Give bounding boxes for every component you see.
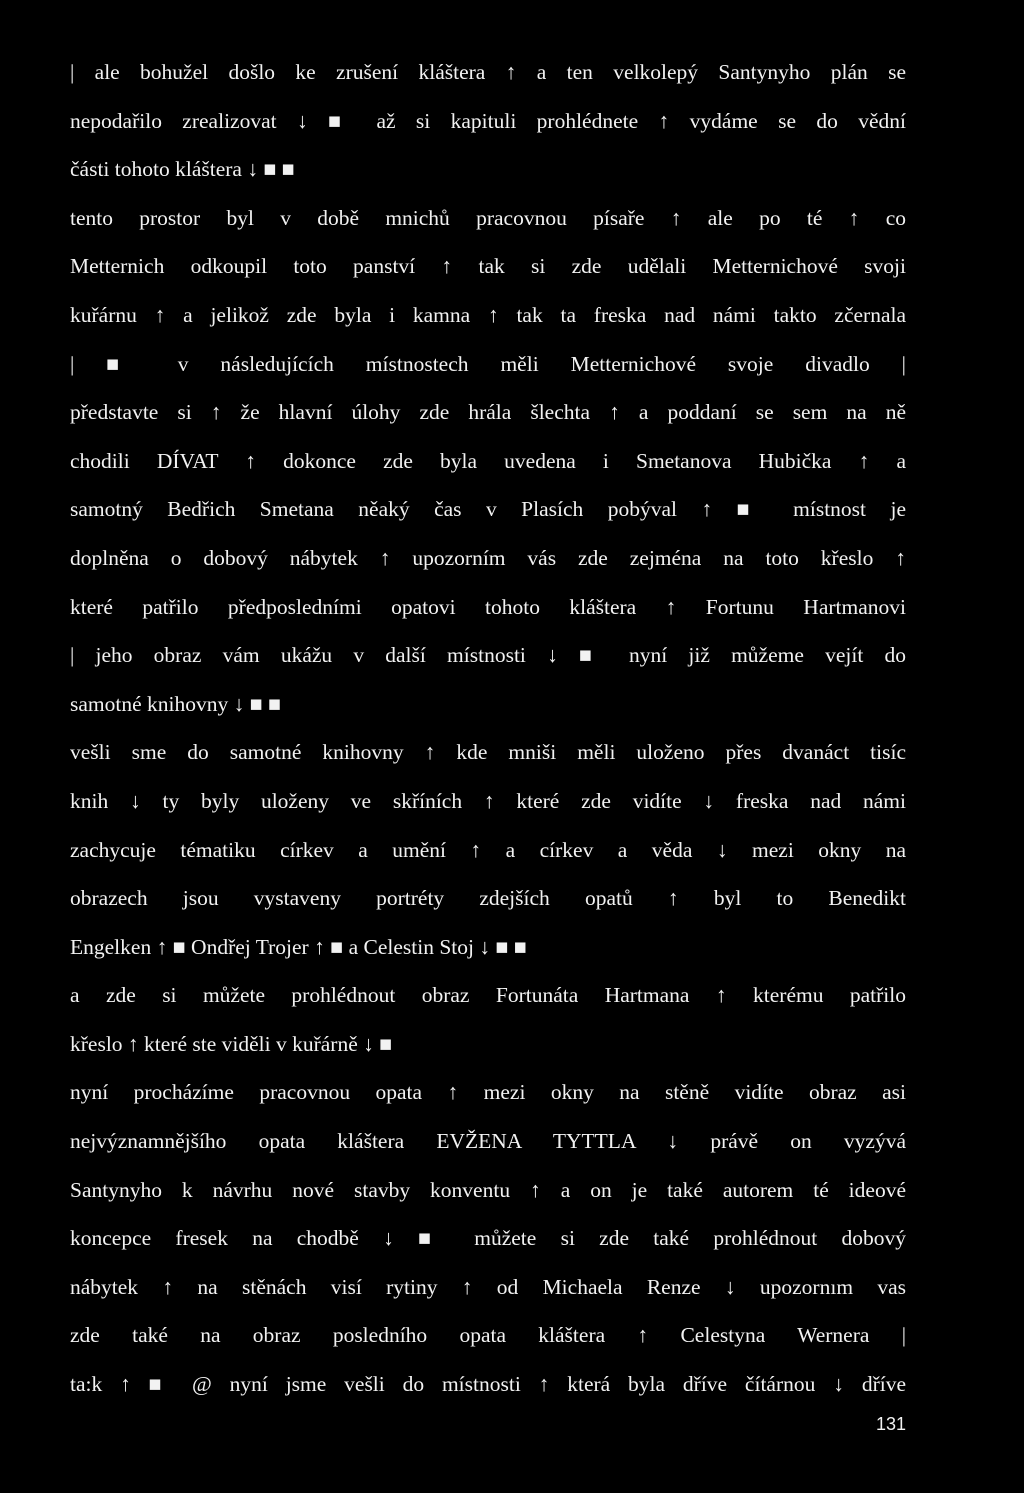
text-line: doplněna o dobový nábytek ↑ upozorním vás zde zejména na toto křeslo ↑	[70, 545, 906, 570]
text-line: | jeho obraz vám ukážu v další místnosti ↓ ■ nyní již můžeme vejít do	[70, 643, 906, 668]
text-line: vešli sme do samotné knihovny ↑ kde mniši měli uloženo přes dvanáct tisíc	[70, 740, 906, 765]
text-line: obrazech jsou vystaveny portréty zdejších opatů ↑ byl to Benedikt	[70, 886, 906, 911]
text-line: chodili DÍVAT ↑ dokonce zde byla uvedena i Smetanova Hubička ↑ a	[70, 448, 906, 473]
text-line: samotný Bedřich Smetana něaký čas v Plasích pobýval ↑ ■ místnost je	[70, 497, 906, 522]
text-line: tento prostor byl v době mnichů pracovnou písaře ↑ ale po té ↑ co	[70, 205, 906, 230]
text-line: a zde si můžete prohlédnout obraz Fortunáta Hartmana ↑ kterému patřilo	[70, 983, 906, 1008]
text-line: nábytek ↑ na stěnách visí rytiny ↑ od Michaela Renze ↓ upozornım vas	[70, 1274, 906, 1299]
page-number: 131	[875, 1414, 906, 1434]
text-line: nejvýznamnějšího opata kláštera EVŽENA TYTTLA ↓ právě on vyzývá	[70, 1129, 906, 1154]
text-line: zde také na obraz posledního opata kláštera ↑ Celestyna Wernera |	[70, 1323, 906, 1348]
text-line: Santynyho k návrhu nové stavby konventu ↑ a on je také autorem té ideové	[70, 1177, 906, 1202]
text-line: ta:k ↑ ■ @ nyní jsme vešli do místnosti ↑ která byla dříve čítárnou ↓ dříve	[70, 1372, 906, 1397]
text-line: koncepce fresek na chodbě ↓ ■ můžete si zde také prohlédnout dobový	[70, 1226, 906, 1251]
text-line: nyní procházíme pracovnou opata ↑ mezi okny na stěně vidíte obraz asi	[70, 1080, 906, 1105]
text-line: nepodařilo zrealizovat ↓ ■ až si kapituli prohlédnete ↑ vydáme se do vědní	[70, 108, 906, 133]
text-line: zachycuje tématiku církev a umění ↑ a církev a věda ↓ mezi okny na	[70, 837, 906, 862]
text-line: které patřilo předposledními opatovi tohoto kláštera ↑ Fortunu Hartmanovi	[70, 594, 906, 619]
transcript-text	[70, 48, 906, 1409]
text-line: představte si ↑ že hlavní úlohy zde hrála šlechta ↑ a poddaní se sem na ně	[70, 400, 906, 425]
text-line: | ■ v následujících místnostech měli Metternichové svoje divadlo |	[70, 351, 906, 376]
text-line: Engelken ↑ ■ Ondřej Trojer ↑ ■ a Celestin Stoj ↓ ■ ■	[70, 934, 527, 959]
text-line: části tohoto kláštera ↓ ■ ■	[70, 157, 295, 182]
text-line: | ale bohužel došlo ke zrušení kláštera ↑ a ten velkolepý Santynyho plán se	[70, 60, 906, 84]
text-line: kuřárnu ↑ a jelikož zde byla i kamna ↑ tak ta freska nad námi takto zčernala	[70, 302, 906, 327]
text-line: samotné knihovny ↓ ■ ■	[70, 691, 282, 716]
text-line: křeslo ↑ které ste viděli v kuřárně ↓ ■	[70, 1031, 393, 1056]
text-line: Metternich odkoupil toto panství ↑ tak si zde udělali Metternichové svoji	[70, 254, 906, 279]
text-line: knih ↓ ty byly uloženy ve skříních ↑ které zde vidíte ↓ freska nad námi	[70, 788, 906, 813]
